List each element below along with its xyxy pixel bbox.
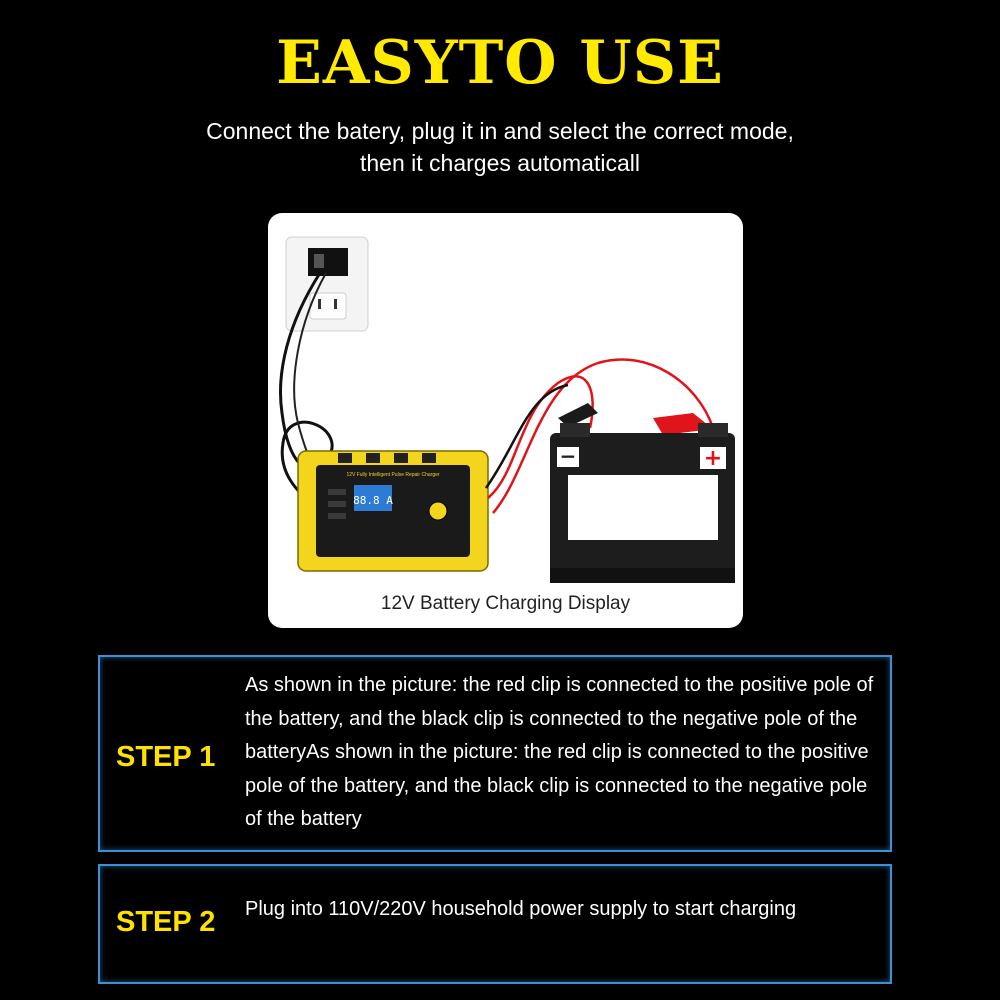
subtitle-line-1: Connect the batery, plug it in and select the correct mode, bbox=[206, 118, 794, 144]
step-2-label: STEP 2 bbox=[116, 906, 216, 938]
subtitle-line-2: then it charges automaticall bbox=[360, 150, 640, 176]
charger-battery-drawing bbox=[268, 213, 743, 628]
charger-icon bbox=[298, 451, 488, 571]
step-2-text: Plug into 110V/220V household power supply to start charging bbox=[245, 898, 797, 920]
step-1-label: STEP 1 bbox=[116, 741, 216, 773]
illustration-caption: 12V Battery Charging Display bbox=[380, 593, 631, 614]
step-2-box bbox=[98, 864, 892, 984]
step-1-box bbox=[98, 655, 892, 852]
page-subtitle bbox=[100, 115, 900, 179]
battery-negative-sign: − bbox=[559, 444, 577, 468]
page-title: EASYTO USE bbox=[276, 28, 724, 98]
battery-positive-sign: + bbox=[703, 446, 723, 471]
charging-illustration bbox=[268, 213, 743, 628]
charger-display-reading: 88.8 A bbox=[353, 494, 393, 507]
step-1-text: As shown in the picture: the red clip is connected to the positive pole of the battery, and the black clip is connected to the negative pole of the batteryAs shown in the picture: the red clip is connected to the positive pole of the battery, and the black clip is connected to the negative pole of the battery bbox=[245, 674, 874, 830]
charger-label: 12V Fully Intelligent Pulse Repair Charger bbox=[346, 472, 440, 478]
